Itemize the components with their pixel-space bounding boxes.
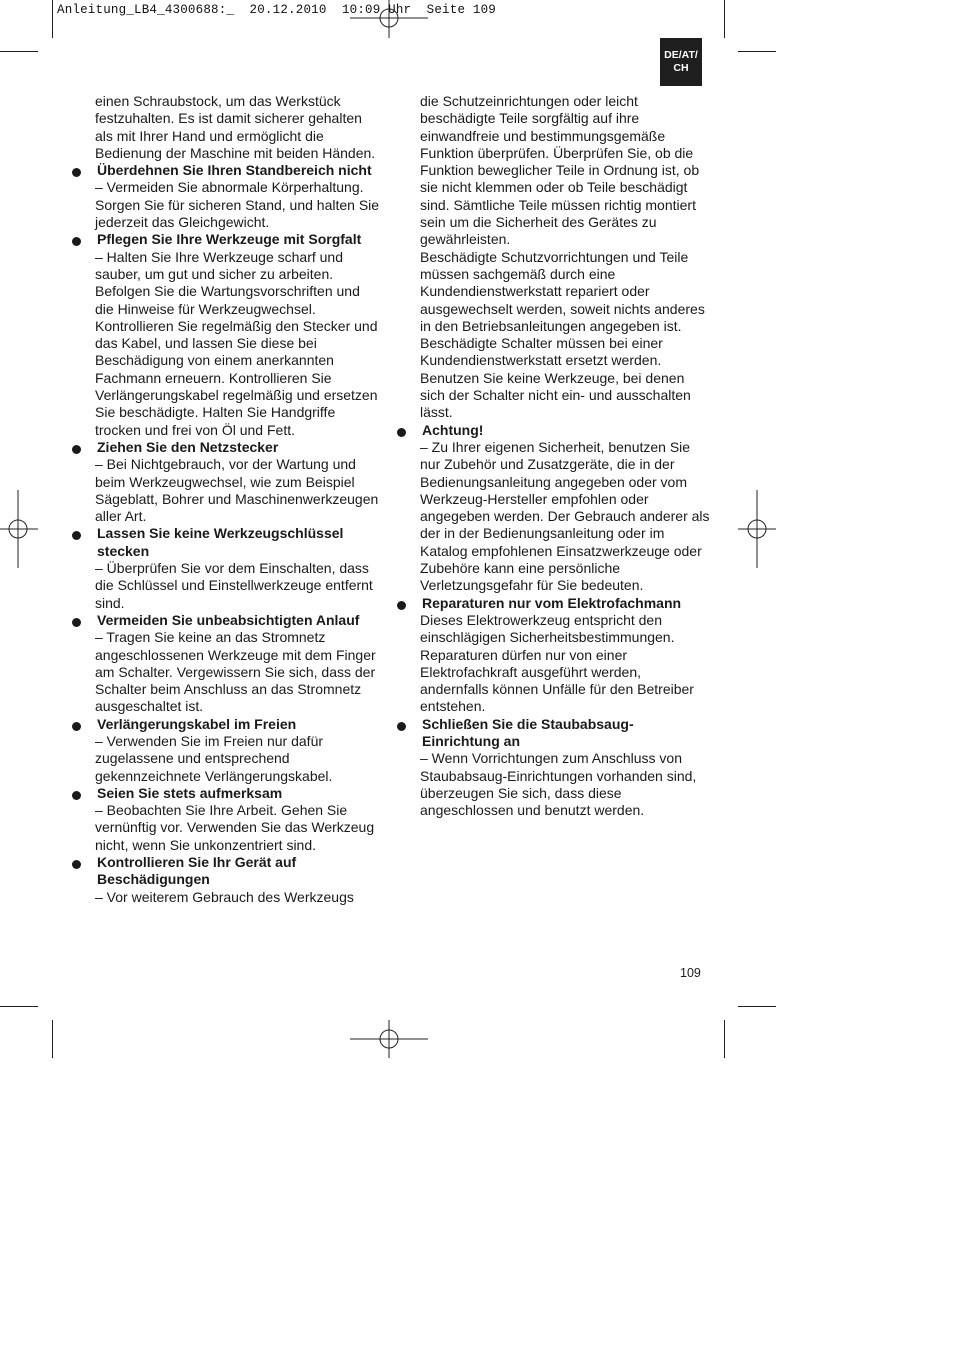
- item-heading: Reparaturen nur vom Elektrofachmann: [422, 594, 682, 611]
- left-column: [95, 93, 380, 906]
- item-text: – Zu Ihrer eigenen Sicherheit, benutzen Sie nur Zubehör und Zusatzgeräte, die in der Bedienungsanleitung angegeben oder vom Werkzeug-Hersteller empfohlen oder angegeben werden. Der Gebrauch anderer als der in der Bedienungsanleitung oder im Katalog empfohlenen Einsatzwerkzeuge oder Zubehöre kann eine persönliche Verletzungsgefahr für Sie bedeuten.: [420, 438, 710, 594]
- bullet-icon: [397, 601, 406, 610]
- bullet-icon: [72, 168, 81, 177]
- crop-mark: [52, 1020, 53, 1058]
- bullet-icon: [397, 428, 406, 437]
- item-text: – Vor weiterem Gebrauch des Werkzeugs: [95, 888, 354, 905]
- item-text: – Vermeiden Sie abnormale Körperhaltung. Sorgen Sie für sicheren Stand, und halten Sie jederzeit das Gleichgewicht.: [95, 179, 380, 231]
- item-heading: Vermeiden Sie unbeabsichtigten Anlauf: [97, 611, 360, 628]
- item-text: – Verwenden Sie im Freien nur dafür zugelassene und entsprechend gekennzeichnete Verlängerungskabel.: [95, 732, 333, 784]
- bullet-icon: [72, 722, 81, 731]
- item-heading: Achtung!: [422, 421, 484, 438]
- item-text: Dieses Elektrowerkzeug entspricht den einschlägigen Sicherheitsbestimmungen. Reparaturen dürfen nur von einer Elektrofachkraft ausgeführt werden, andernfalls können Unfälle für den Betreiber entstehen.: [420, 611, 694, 715]
- item-heading: Verlängerungskabel im Freien: [97, 715, 297, 732]
- item-heading: Kontrollieren Sie Ihr Gerät auf Beschädigungen: [97, 854, 297, 888]
- item-heading: Seien Sie stets aufmerksam: [97, 784, 283, 801]
- item-heading: Schließen Sie die Staubabsaug-Einrichtung an: [422, 715, 634, 749]
- bullet-icon: [72, 237, 81, 246]
- item-text: – Halten Sie Ihre Werkzeuge scharf und sauber, um gut und sicher zu arbeiten. Befolgen Sie die Wartungsvorschriften und die Hinweise für Werkzeugwechsel. Kontrollieren Sie regelmäßig den Stecker und das Kabel, und lassen Sie diese bei Beschädigung von einem anerkannten Fachmann erneuern. Kontrollieren Sie Verlängerungskabel regelmäßig und ersetzen Sie beschädigte. Halten Sie Handgriffe trocken und frei von Öl und Fett.: [95, 248, 378, 438]
- item-text: – Beobachten Sie Ihre Arbeit. Gehen Sie vernünftig vor. Verwenden Sie das Werkzeug nicht, wenn Sie unkonzentriert sind.: [95, 802, 375, 853]
- registration-mark-right: [738, 490, 778, 568]
- safety-item: [420, 422, 710, 595]
- language-badge: [660, 38, 702, 86]
- page-number: 109: [680, 966, 701, 980]
- safety-item: [95, 231, 380, 439]
- bullet-icon: [72, 860, 81, 869]
- safety-item: [95, 785, 380, 854]
- item-heading: Lassen Sie keine Werkzeugschlüssel stecken: [97, 525, 344, 559]
- item-text: – Tragen Sie keine an das Stromnetz angeschlossenen Werkzeuge mit dem Finger am Schalter. Vergewissern Sie sich, dass der Schalter beim Anschluss an das Stromnetz ausgeschaltet ist.: [95, 629, 376, 715]
- registration-mark-bottom: [350, 1020, 428, 1060]
- right-intro-2: Beschädigte Schutzvorrichtungen und Teile müssen sachgemäß durch eine Kundendienstwerkstatt repariert oder ausgewechselt werden, soweit nichts anderes in den Betriebsanleitungen angegeben ist. Beschädigte Schalter müssen bei einer Kundendienstwerkstatt ersetzt werden. Benutzen Sie keine Werkzeuge, bei denen sich der Schalter nicht ein- und ausschalten lässt.: [420, 248, 705, 421]
- bullet-icon: [72, 445, 81, 454]
- bullet-icon: [397, 722, 406, 731]
- bullet-icon: [72, 791, 81, 800]
- language-badge-line1: DE/AT/: [664, 49, 698, 61]
- print-job-header: Anleitung_LB4_4300688:_ 20.12.2010 10:09 Uhr Seite 109: [57, 3, 496, 17]
- safety-item: [95, 525, 380, 611]
- crop-mark: [738, 51, 776, 52]
- safety-item: [95, 612, 380, 716]
- left-intro: einen Schraubstock, um das Werkstück festzuhalten. Es ist damit sicherer gehalten als mit Ihrer Hand und ermöglicht die Bedienung der Maschine mit beiden Händen.: [95, 93, 376, 161]
- safety-item: [95, 439, 380, 525]
- bullet-icon: [72, 618, 81, 627]
- safety-item: [95, 162, 380, 231]
- item-text: – Überprüfen Sie vor dem Einschalten, dass die Schlüssel und Einstellwerkzeuge entfernt sind.: [95, 560, 373, 611]
- safety-item: [95, 854, 380, 906]
- item-heading: Ziehen Sie den Netzstecker: [97, 438, 279, 455]
- safety-item: [420, 716, 710, 820]
- item-text: – Wenn Vorrichtungen zum Anschluss von Staubabsaug-Einrichtungen vorhanden sind, überzeugen Sie sich, dass diese angeschlossen und benutzt werden.: [420, 750, 697, 819]
- safety-item: [95, 716, 380, 785]
- item-heading: Pflegen Sie Ihre Werkzeuge mit Sorgfalt: [97, 231, 362, 248]
- registration-mark-left: [0, 490, 40, 568]
- right-intro: die Schutzeinrichtungen oder leicht beschädigte Teile sorgfältig auf ihre einwandfreie und bestimmungsgemäße Funktion überprüfen. Überprüfen Sie, ob die Funktion beweglicher Teile in Ordnung ist, ob sie nicht klemmen oder ob Teile beschädigt sind. Sämtliche Teile müssen richtig montiert sein um die Sicherheit des Gerätes zu gewährleisten.: [420, 93, 700, 248]
- crop-mark: [724, 1020, 725, 1058]
- crop-mark: [0, 1006, 38, 1007]
- bullet-icon: [72, 531, 81, 540]
- item-text: – Bei Nichtgebrauch, vor der Wartung und beim Werkzeugwechsel, wie zum Beispiel Sägeblatt, Bohrer und Maschinenwerkzeugen aller Art.: [95, 456, 379, 525]
- crop-mark: [0, 51, 38, 52]
- crop-mark: [724, 0, 725, 38]
- safety-item: [420, 595, 710, 716]
- crop-mark: [738, 1006, 776, 1007]
- right-column: [420, 93, 710, 819]
- crop-mark: [52, 0, 53, 38]
- language-badge-line2: CH: [673, 62, 689, 74]
- item-heading: Überdehnen Sie Ihren Standbereich nicht: [97, 162, 372, 179]
